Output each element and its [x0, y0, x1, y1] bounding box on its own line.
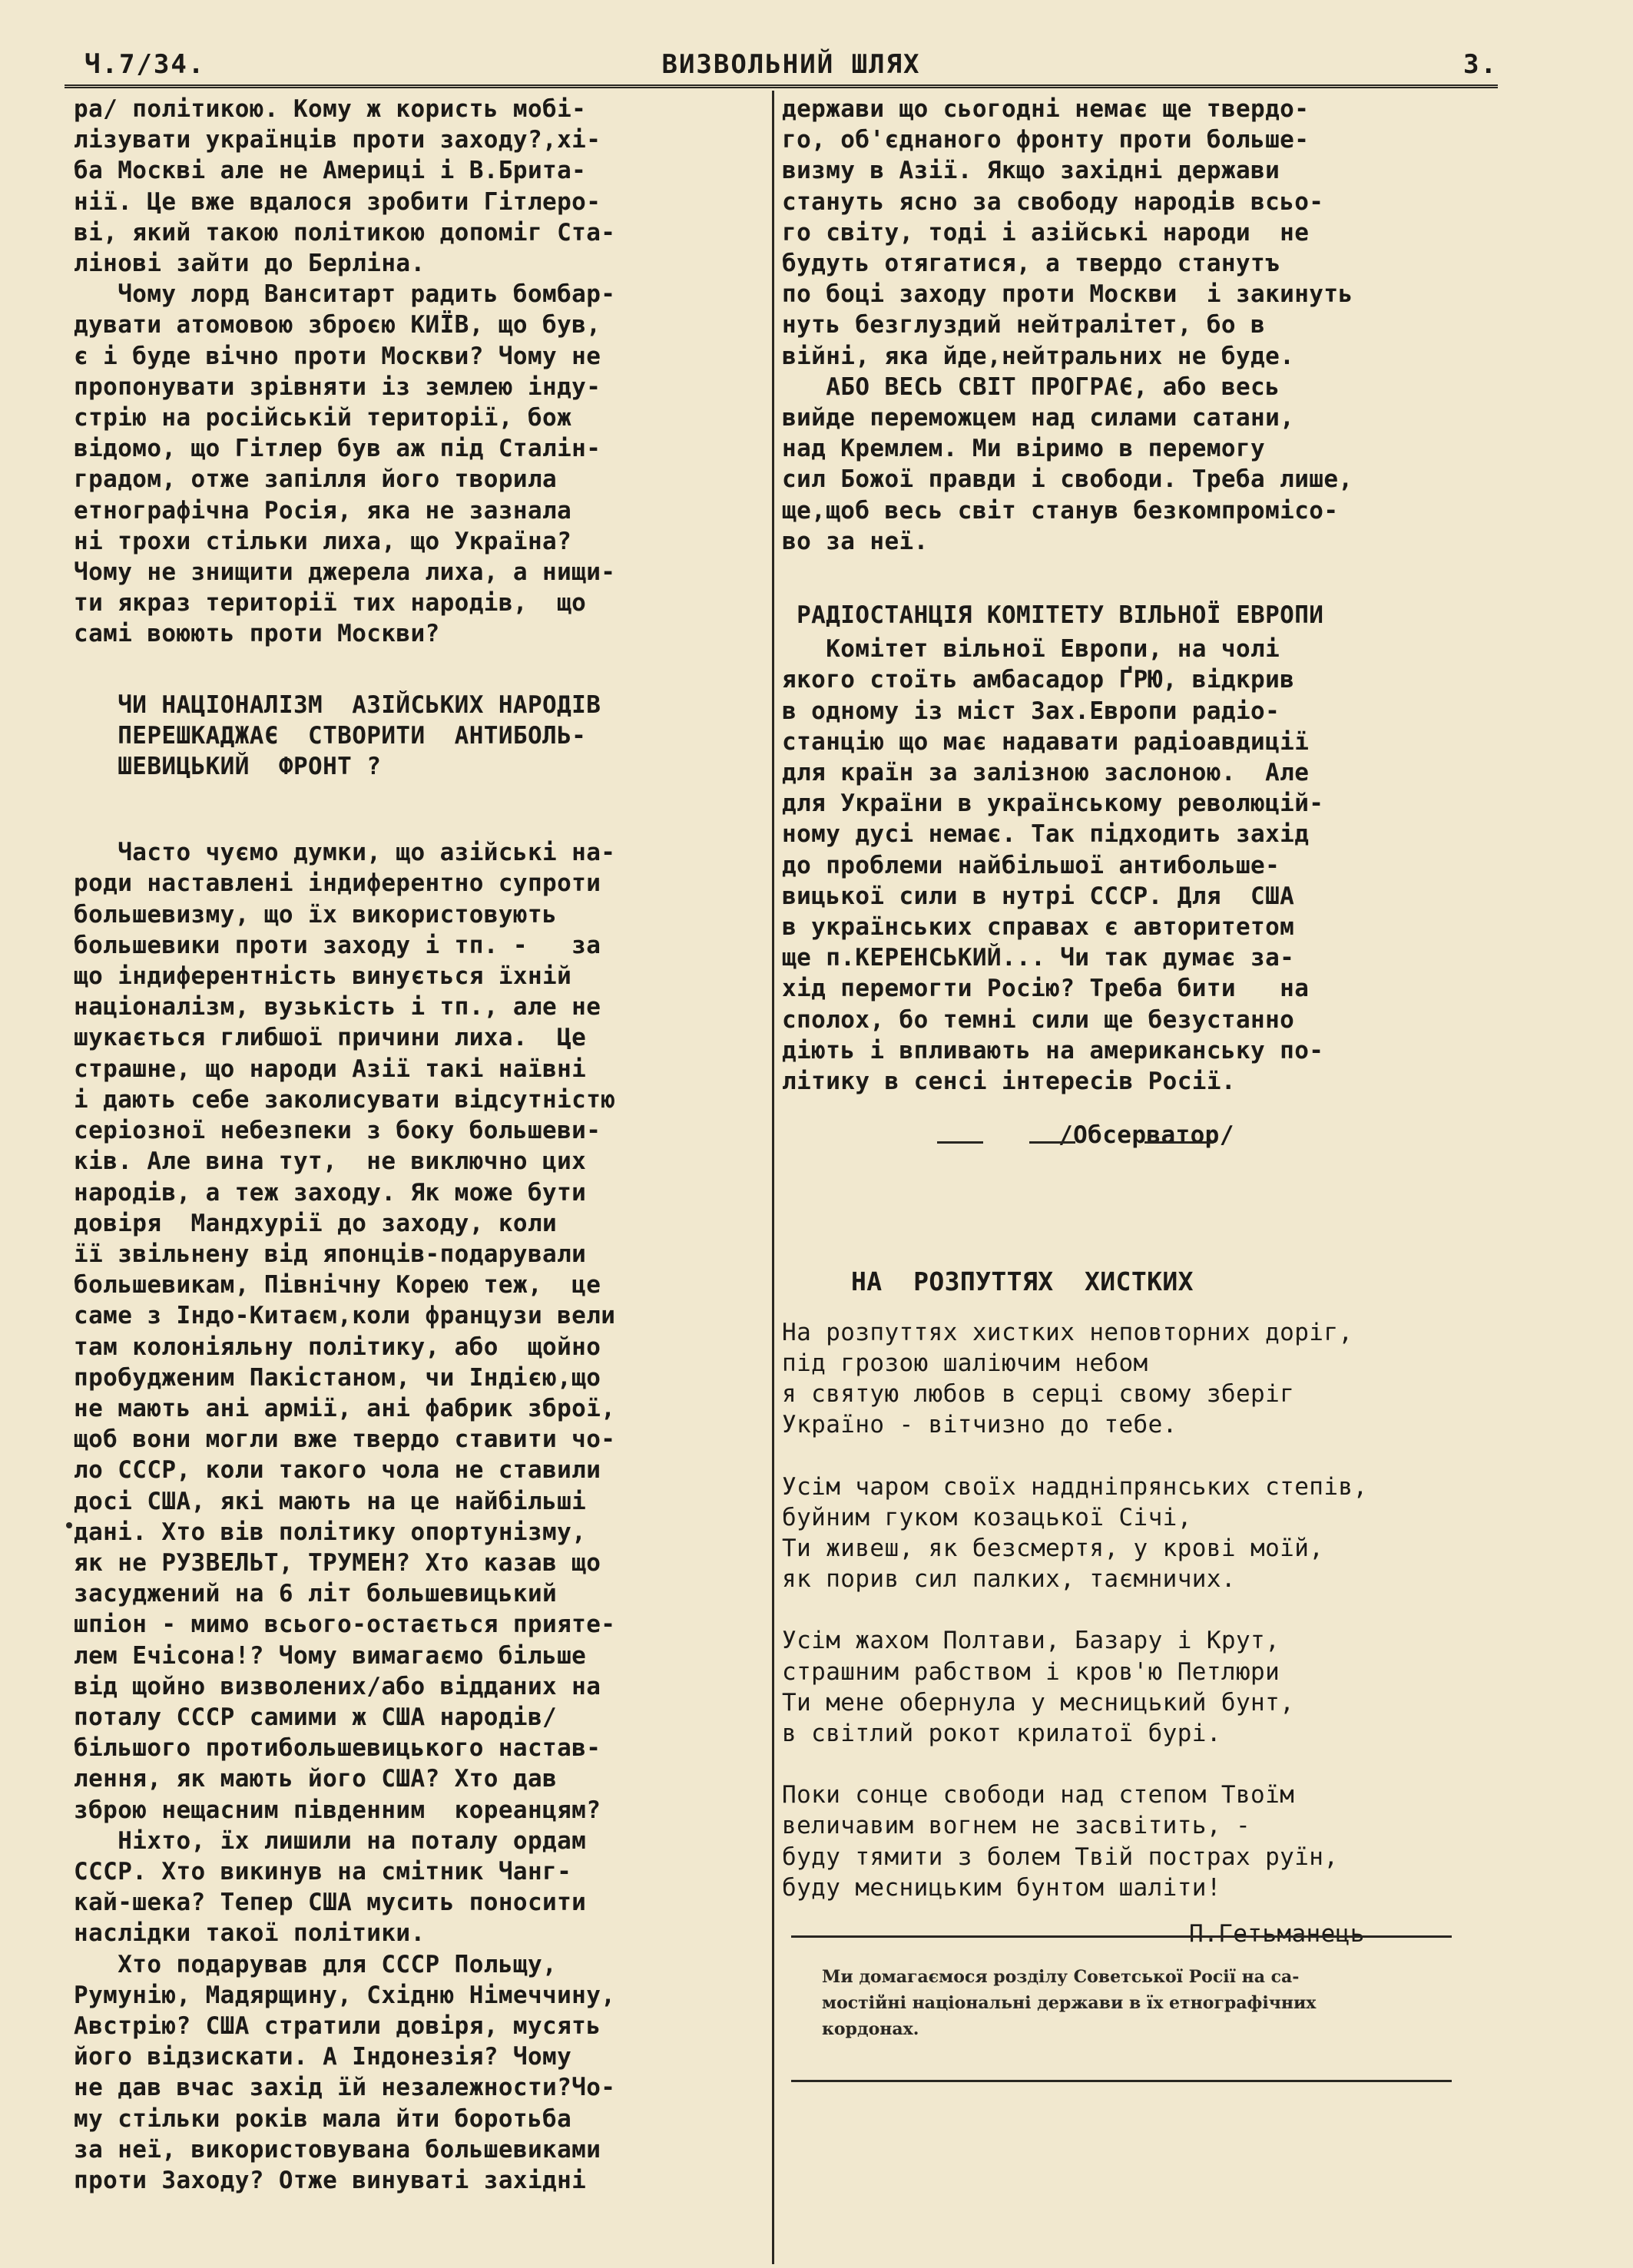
text-line: роди наставлені індиферентно супроти: [74, 869, 601, 898]
statement-line: кордонах.: [822, 2019, 919, 2039]
title-line: ЧИ НАЦІОНАЛІЗМ АЗІЙСЬКИХ НАРОДІВ: [74, 690, 601, 719]
text-line: лем Ечісона!? Чому вимагаємо більше: [74, 1641, 587, 1670]
title-line: ШЕВИЦЬКИЙ ФРОНТ ?: [74, 753, 382, 781]
text-line: щоб вони могли вже твердо ставити чо-: [74, 1425, 616, 1454]
text-line: над Кремлем. Ми віримо в перемогу: [782, 435, 1266, 463]
text-line: Ніхто, їх лишили на поталу ордам: [74, 1826, 587, 1855]
text-line: шукається глибшої причини лиха. Це: [74, 1024, 587, 1052]
column-divider: [772, 91, 774, 2264]
text-line: Румунію, Мадярщину, Східню Німеччину,: [74, 1981, 616, 2009]
text-line: кай-шека? Тепер США мусить поносити: [74, 1889, 587, 1917]
text-line: народів, а теж заходу. Як може бути: [74, 1178, 587, 1207]
issue-number: Ч.7/34.: [84, 49, 206, 80]
text-line: шпіон - мимо всього-остається прияте-: [74, 1611, 616, 1639]
text-line: нуть безглуздий нейтралітет, бо в: [782, 311, 1266, 339]
text-line: в одному із міст Зах.Европи радіо-: [782, 697, 1280, 725]
text-line: Часто чуємо думки, що азійські на-: [74, 839, 616, 867]
poem-body: [782, 1317, 1500, 1903]
text-line: хід перемогти Росію? Треба бити на: [782, 975, 1310, 1003]
poem-line: як порив сил палких, таємничих.: [782, 1565, 1236, 1594]
text-line: большевики проти заходу і тп. - за: [74, 931, 601, 959]
poem-line: Україно - вітчизно до тебе.: [782, 1411, 1178, 1439]
margin-mark: [66, 1522, 72, 1528]
text-line: страшне, що народи Азії такі наївні: [74, 1055, 587, 1083]
text-line: в українських справах є авторитетом: [782, 913, 1295, 942]
text-line: і дають себе заколисувати відсутністю: [74, 1085, 616, 1114]
page-header: [84, 49, 1498, 84]
text-line: до проблеми найбільшої антибольше-: [782, 851, 1280, 879]
text-line: му стільки років мала йти боротьба: [74, 2104, 572, 2133]
radio-article-title: РАДІОСТАНЦІЯ КОМІТЕТУ ВІЛЬНОЇ ЕВРОПИ: [782, 601, 1324, 630]
text-line: большевикам, Північну Корею теж, це: [74, 1271, 601, 1300]
poem-line: Ти живеш, як безсмертя, у крові моїй,: [782, 1534, 1324, 1562]
text-line: го, об'єднаного фронту проти больше-: [782, 126, 1310, 154]
text-line: станyть ясно за свободу народів всьо-: [782, 187, 1324, 216]
text-line: довіря Мандхурії до заходу, коли: [74, 1209, 558, 1237]
text-line: ло СССР, коли такого чола не ставили: [74, 1456, 601, 1485]
text-line: лінові зайти до Берліна.: [74, 250, 426, 278]
poem-line: величавим вогнем не засвітить, -: [782, 1812, 1251, 1840]
poem-line: під грозою шаліючим небом: [782, 1349, 1148, 1377]
statement-line: Ми домагаємося розділу Советської Росії на са-: [822, 1967, 1300, 1987]
text-line: дувати атомовою зброєю КИЇВ, що був,: [74, 311, 601, 339]
text-line: націоналізм, вузькість і тп., але не: [74, 993, 601, 1021]
text-line: го світу, тоді і азійські народи не: [782, 218, 1310, 247]
text-line: СССР. Хто викинув на смітник Чанг-: [74, 1857, 572, 1886]
header-rule: [65, 84, 1498, 88]
section-separator: [922, 1141, 1244, 1151]
text-line: як не РУЗВЕЛЬТ, ТРУМЕН? Хто казав що: [74, 1548, 601, 1577]
text-line: етнографічна Росія, яка не зазнала: [74, 496, 572, 525]
text-line: ному дусі немає. Так підходить захід: [782, 820, 1310, 849]
poem-line: Усім чаром своїх наддніпрянських степів,: [782, 1472, 1368, 1501]
text-line: наслідки такої політики.: [74, 1919, 426, 1948]
poem-title: НА РОЗПУТТЯХ ХИСТКИХ: [851, 1266, 1194, 1296]
text-line: дані. Хто вів політику опортунізму,: [74, 1518, 587, 1546]
poem-line: Поки сонце свободи над степом Твоїм: [782, 1781, 1295, 1809]
poem-line: Ти мене обернула у месницький бунт,: [782, 1688, 1295, 1717]
text-line: ві, який такою політикою допоміг Ста-: [74, 218, 616, 247]
text-line: діють і впливають на американську по-: [782, 1036, 1324, 1064]
text-line: ще,щоб весь світ станув безкомпромісо-: [782, 496, 1339, 525]
text-line: війні, яка йде,нейтральних не буде.: [782, 342, 1295, 370]
text-line: не мають ані армії, ані фабрик зброї,: [74, 1394, 616, 1422]
text-line: лізувати українців проти заходу?,хі-: [74, 126, 601, 154]
page-number: 3.: [1463, 49, 1498, 80]
text-line: нії. Це вже вдалося зробити Гітлеро-: [74, 187, 601, 216]
text-line: літику в сенсі інтересів Росії.: [782, 1068, 1236, 1096]
text-line: АБО ВЕСЬ СВІТ ПРОГРАЄ, або весь: [782, 372, 1280, 401]
right-column: [782, 94, 1500, 1949]
text-line: держави що сьогодні немає ще твердо-: [782, 95, 1310, 123]
text-line: якого стоїть амбасадор ҐРЮ, відкрив: [782, 666, 1295, 694]
text-line: зброю нещасним південним корeанцям?: [74, 1796, 601, 1824]
article-title: [74, 690, 757, 783]
text-line: Чому не знищити джерела лиха, а нищи-: [74, 558, 616, 587]
text-line: вицької сили в нутрі СССР. Для США: [782, 882, 1295, 910]
radio-article-body: [782, 634, 1500, 1097]
text-line: будуть отягатися, а твердо станутъ: [782, 250, 1280, 278]
text-line: сполох, бо темні сили ще безустанно: [782, 1005, 1295, 1034]
text-line: що індиферентність винується їхній: [74, 962, 572, 991]
statement-box-bottom-rule: [791, 2080, 1452, 2082]
text-line: від щойно визволених/або відданих на: [74, 1672, 601, 1700]
right-intro-text: [782, 94, 1500, 557]
text-line: визму в Азії. Якщо західні держави: [782, 157, 1280, 185]
text-line: ні трохи стільки лиха, що Україна?: [74, 527, 572, 555]
text-line: за неї, використовувана большевиками: [74, 2135, 601, 2164]
text-line: є і буде вічно проти Москви? Чому не: [74, 342, 601, 370]
text-line: Чому лорд Ванситарт радить бомбар-: [74, 280, 616, 309]
text-line: сил Божої правди і свободи. Треба лише,: [782, 465, 1353, 494]
poem-line: буду тямити з болем Твій пострах руїн,: [782, 1843, 1339, 1871]
poem-line: я святую любов в серці свому зберіг: [782, 1380, 1295, 1409]
text-line: для України в українському революцій-: [782, 790, 1324, 818]
signature: /Обсерватор/: [1058, 1121, 1234, 1150]
text-line: засуджений на 6 літ большевицький: [74, 1580, 558, 1608]
article-body: [74, 837, 757, 2196]
text-line: по боці заходу проти Москви і закинуть: [782, 280, 1353, 309]
text-line: її звільнену від японців-подарували: [74, 1240, 587, 1268]
text-line: саме з Індо-Китаєм,коли французи вели: [74, 1302, 616, 1330]
text-line: ків. Але вина тут, не виключно цих: [74, 1147, 587, 1176]
text-line: поталу СССР самими ж США народів/: [74, 1703, 558, 1731]
poem-line: в світлий рокот крилатої бурі.: [782, 1719, 1221, 1747]
statement-line: мостійні національні держави в їх етнографічних: [822, 1993, 1317, 2013]
poem-line: Усім жахом Полтави, Базару і Крут,: [782, 1627, 1280, 1655]
poem-line: буйним гуком козацької Січі,: [782, 1503, 1192, 1531]
left-intro-text: [74, 94, 757, 650]
text-line: ра/ політикою. Кому ж користь мобі-: [74, 95, 587, 123]
text-line: ще п.КЕРЕНСЬКИЙ... Чи так думає за-: [782, 944, 1295, 972]
text-line: градом, отже запілля його творила: [74, 465, 558, 494]
text-line: там колоніяльну політику, або щойно: [74, 1333, 601, 1361]
text-line: пробудженим Пакістаном, чи Індією,що: [74, 1363, 601, 1392]
text-line: Австрію? США стратили довіря, мусять: [74, 2011, 601, 2040]
text-line: самі воюють проти Москви?: [74, 620, 440, 648]
text-line: Комітет вільної Европи, на чолі: [782, 635, 1280, 664]
text-line: Хто подарував для СССР Польщу,: [74, 1950, 558, 1978]
newspaper-title: ВИЗВОЛЬНИЙ ШЛЯХ: [661, 49, 921, 80]
text-line: більшого протибольшевицького настав-: [74, 1734, 601, 1763]
text-line: ба Москві але не Америці і В.Брита-: [74, 157, 587, 185]
poem-line: буду месницьким бунтом шаліти!: [782, 1873, 1221, 1902]
text-line: відомо, що Гітлер був аж під Сталін-: [74, 435, 601, 463]
text-line: досі США, які мають на це найбільші: [74, 1487, 587, 1515]
poem-line: страшним рабством і кров'ю Петлюри: [782, 1657, 1280, 1686]
text-line: станцію що має надавати радіоавдиції: [782, 727, 1310, 756]
text-line: його відзискати. А Індонезія? Чому: [74, 2043, 572, 2071]
text-line: большевизму, що їх використовують: [74, 900, 558, 929]
title-line: ПЕРЕШКАДЖАЄ СТВОРИТИ АНТИБОЛЬ-: [74, 721, 587, 750]
text-line: для країн за залізною заслоною. Але: [782, 759, 1310, 787]
text-line: во за неї.: [782, 527, 929, 555]
text-line: стрію на російській території, бож: [74, 404, 572, 432]
left-column: [74, 94, 757, 2196]
text-line: серіозної небезпеки з боку большеви-: [74, 1117, 601, 1145]
poem-line: На розпуттях хистких неповторних доріг,: [782, 1318, 1353, 1346]
text-line: лення, як мають його США? Хто дав: [74, 1765, 558, 1793]
text-line: проти Заходу? Отже винуваті західні: [74, 2167, 587, 2194]
text-line: ти якраз території тих народів, що: [74, 589, 587, 617]
text-line: пропонувати зрівняти із землею інду-: [74, 372, 601, 401]
text-line: не дав вчас захід їй незалежности?Чо-: [74, 2074, 616, 2102]
poem-author: П.Гетьманець: [1189, 1919, 1365, 1948]
statement-box: [791, 1935, 1452, 2081]
text-line: вийде переможцем над силами сатани,: [782, 404, 1295, 432]
